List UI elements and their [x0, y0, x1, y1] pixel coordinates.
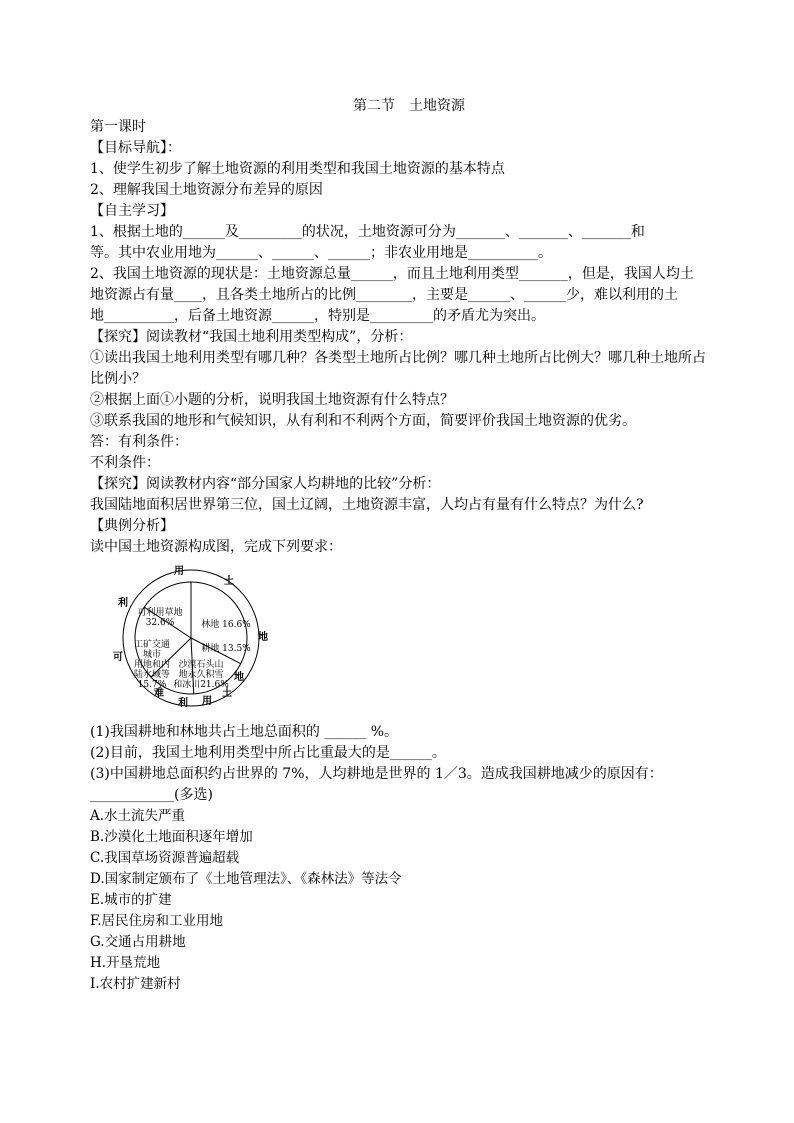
ring-label: 用 — [174, 566, 184, 577]
explore1-answer-favorable: 答：有利条件： — [90, 434, 188, 450]
ring-label: 利 — [118, 598, 128, 609]
goal-item: 2、理解我国土地资源分布差异的原因 — [90, 182, 323, 198]
example-header: 【典例分析】 — [90, 518, 174, 534]
goal-item: 1、使学生初步了解土地资源的利用类型和我国土地资源的基本特点 — [90, 161, 505, 177]
selfstudy-header: 【自主学习】 — [90, 203, 174, 219]
option-item: A.水土流失严重 — [90, 808, 186, 824]
goals-header: 【目标导航】： — [90, 140, 181, 156]
worksheet — [90, 96, 710, 995]
slice-label-cropland: 耕地 13.5% — [201, 644, 251, 654]
explore1-question-1: ①读出我国土地利用类型有哪几种？各类型土地所占比例？哪几种土地所占比例大？哪几种土地所占比例小？ — [90, 350, 706, 387]
slice-label-desert: 沙漠石头山 地永久积雪 和冰川21.6% — [173, 660, 229, 690]
option-item: I.农村扩建新村 — [90, 976, 181, 992]
slice-label-urban: 工矿交通城市 用地和内 陆水域等 15.7% — [133, 640, 170, 690]
selfstudy-line: 1、根据土地的______及_________的状况，土地资源可分为_______、_______、_______和 — [90, 224, 645, 240]
option-item: C.我国草场资源普遍超载 — [90, 850, 240, 866]
question-3-blank: ____________(多选) — [90, 787, 213, 803]
option-item: B.沙漠化土地面积逐年增加 — [90, 829, 253, 845]
ring-label: 用 — [202, 696, 212, 707]
slice-label-forest: 林地 16.6% — [201, 620, 251, 630]
explore2-header: 【探究】阅读教材内容“部分国家人均耕地的比较”分析： — [90, 476, 441, 492]
question-1: (1)我国耕地和林地共占土地总面积的 ______ %。 — [90, 724, 399, 740]
explore2-question: 我国陆地面积居世界第三位，国土辽阔，土地资源丰富，人均占有量有什么特点？为什么? — [90, 497, 644, 513]
page-title: 第二节 土地资源 — [353, 98, 465, 114]
option-item: F.居民住房和工业用地 — [90, 913, 224, 929]
ring-label: 可 — [113, 652, 123, 663]
explore1-answer-unfavorable: 不利条件： — [90, 455, 160, 471]
selfstudy-line: 地资源占有量____，且各类土地所占的比例________，主要是______、______少，难以利用的土 — [90, 287, 678, 303]
ring-label: 利 — [178, 698, 188, 709]
slice-label-grassland: 可利用草地 32.6% — [137, 608, 183, 628]
selfstudy-line: 2、我国土地资源的现状是：土地资源总量______，而且土地利用类型_______，但是，我国人均土 — [90, 266, 694, 282]
ring-label: 土 — [224, 576, 234, 587]
selfstudy-line: 等。其中农业用地为______、______、______；非农业用地是__________。 — [90, 245, 552, 261]
question-2: (2)目前，我国土地利用类型中所占比重最大的是______。 — [90, 745, 446, 761]
option-item: E.城市的扩建 — [90, 892, 172, 908]
option-item: D.国家制定颁布了《土地管理法》、《森林法》等法令 — [90, 871, 402, 887]
ring-label: 地 — [234, 672, 244, 683]
ring-label: 难 — [154, 688, 164, 699]
example-intro: 读中国土地资源构成图，完成下列要求： — [90, 539, 342, 555]
option-item: H.开垦荒地 — [90, 955, 161, 971]
lesson-label: 第一课时 — [90, 119, 146, 135]
selfstudy-line: 地__________，后备土地资源______，特别是_________的矛盾尤为突出。 — [90, 308, 545, 324]
explore1-header: 【探究】阅读教材“我国土地利用类型构成”，分析： — [90, 329, 413, 345]
explore1-question-3: ③联系我国的地形和气候知识，从有利和不利两个方面，简要评价我国土地资源的优劣。 — [90, 413, 636, 429]
explore1-question-2: ②根据上面①小题的分析，说明我国土地资源有什么特点？ — [90, 392, 454, 408]
land-resource-pie-chart — [108, 568, 278, 718]
ring-label: 地 — [258, 632, 268, 643]
ring-label: 土 — [222, 688, 232, 699]
option-item: G.交通占用耕地 — [90, 934, 186, 950]
question-3: (3)中国耕地总面积约占世界的 7%，人均耕地是世界的 1／3。造成我国耕地减少的原因有： — [90, 766, 663, 782]
